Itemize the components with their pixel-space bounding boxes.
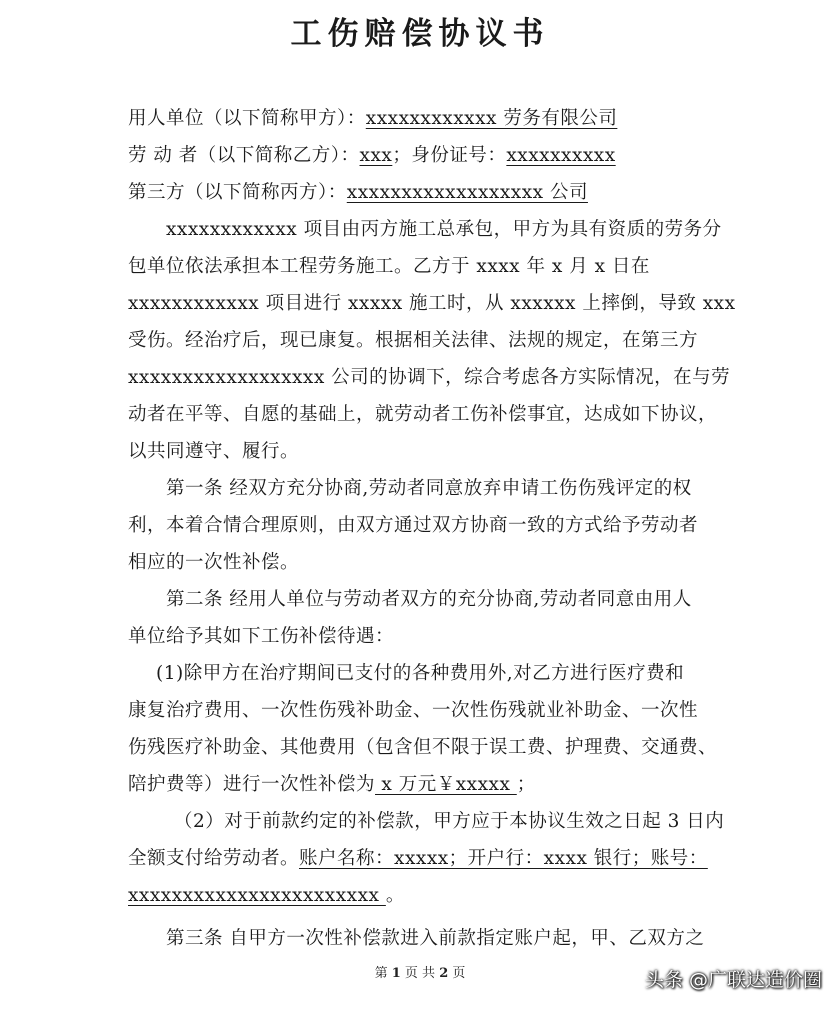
item2-line: （2）对于前款约定的补偿款，甲方应于本协议生效之日起 3 日内 xyxy=(174,811,725,832)
item2-account-number-line xyxy=(128,877,728,914)
watermark-text: 头条 @广联达造价圈 xyxy=(644,969,822,991)
intro-line: 动者在平等、自愿的基础上，就劳动者工伤补偿事宜，达成如下协议， xyxy=(128,404,718,425)
party-worker xyxy=(128,137,728,174)
item2-prefix: 全额支付给劳动者。 xyxy=(128,848,300,869)
intro-line: xxxxxxxxxxxxxxxxxx 公司的协调下，综合考虑各方实际情况，在与劳 xyxy=(128,367,731,388)
employer-label: 用人单位（以下简称甲方）： xyxy=(128,108,366,129)
article2-line: 单位给予其如下工伤补偿待遇： xyxy=(128,626,395,647)
item1-last-line xyxy=(128,766,728,803)
item1-line: (1)除甲方在治疗期间已支付的各种费用外,对乙方进行医疗费和 xyxy=(156,663,685,684)
item2-end: 。 xyxy=(385,885,405,906)
worker-label: 劳 动 者（以下简称乙方）： xyxy=(128,145,360,166)
intro-line: 以共同遵守、履行。 xyxy=(128,441,300,462)
footer-suffix: 页 xyxy=(448,966,466,981)
party-third xyxy=(128,174,728,211)
id-value: xxxxxxxxxx xyxy=(506,145,616,166)
intro-line: xxxxxxxxxxxx 项目由丙方施工总承包，甲方为具有资质的劳务分 xyxy=(166,219,722,240)
document-body xyxy=(128,100,736,957)
employer-value: xxxxxxxxxxxx 劳务有限公司 xyxy=(365,108,618,129)
item2-account-line xyxy=(128,840,728,877)
article1-line: 相应的一次性补偿。 xyxy=(128,552,300,573)
party-employer xyxy=(128,100,728,137)
item1-line: 伤残医疗补助金、其他费用（包含但不限于误工费、护理费、交通费、 xyxy=(128,737,718,758)
article1-line: 利，本着合情合理原则，由双方通过双方协商一致的方式给予劳动者 xyxy=(128,515,699,536)
intro-line: 受伤。经治疗后，现已康复。根据相关法律、法规的规定，在第三方 xyxy=(128,330,699,351)
item1-prefix: 陪护费等）进行一次性补偿为 xyxy=(128,774,376,795)
footer-middle: 页 共 xyxy=(400,966,440,981)
document-title: 工伤赔偿协议书 xyxy=(290,16,550,52)
item2-account-number: xxxxxxxxxxxxxxxxxxxxxxx xyxy=(128,885,386,906)
third-value: xxxxxxxxxxxxxxxxxx 公司 xyxy=(346,182,588,203)
item1-line: 康复治疗费用、一次性伤残补助金、一次性伤残就业补助金、一次性 xyxy=(128,700,699,721)
item1-amount: x 万元￥xxxxx xyxy=(375,774,517,795)
footer-page-current: 1 xyxy=(391,966,401,981)
worker-value: xxx xyxy=(359,145,393,166)
article1-line: 第一条 经双方充分协商,劳动者同意放弃申请工伤伤残评定的权 xyxy=(166,478,692,499)
article3-line: 第三条 自甲方一次性补偿款进入前款指定账户起，甲、乙双方之 xyxy=(166,928,705,949)
footer-page-total: 2 xyxy=(439,966,449,981)
footer-prefix: 第 xyxy=(374,966,392,981)
third-label: 第三方（以下简称丙方）： xyxy=(128,182,347,203)
item2-account: 账户名称：xxxxx；开户行：xxxx 银行；账号： xyxy=(299,848,708,869)
id-label: ；身份证号： xyxy=(392,145,507,166)
intro-line: 包单位依法承担本工程劳务施工。乙方于 xxxx 年 x 月 x 日在 xyxy=(128,256,650,277)
intro-line: xxxxxxxxxxxx 项目进行 xxxxx 施工时，从 xxxxxx 上摔倒，导致 xxx xyxy=(128,293,736,314)
article2-line: 第二条 经用人单位与劳动者双方的充分协商,劳动者同意由用人 xyxy=(166,589,692,610)
item1-suffix: ； xyxy=(516,774,536,795)
